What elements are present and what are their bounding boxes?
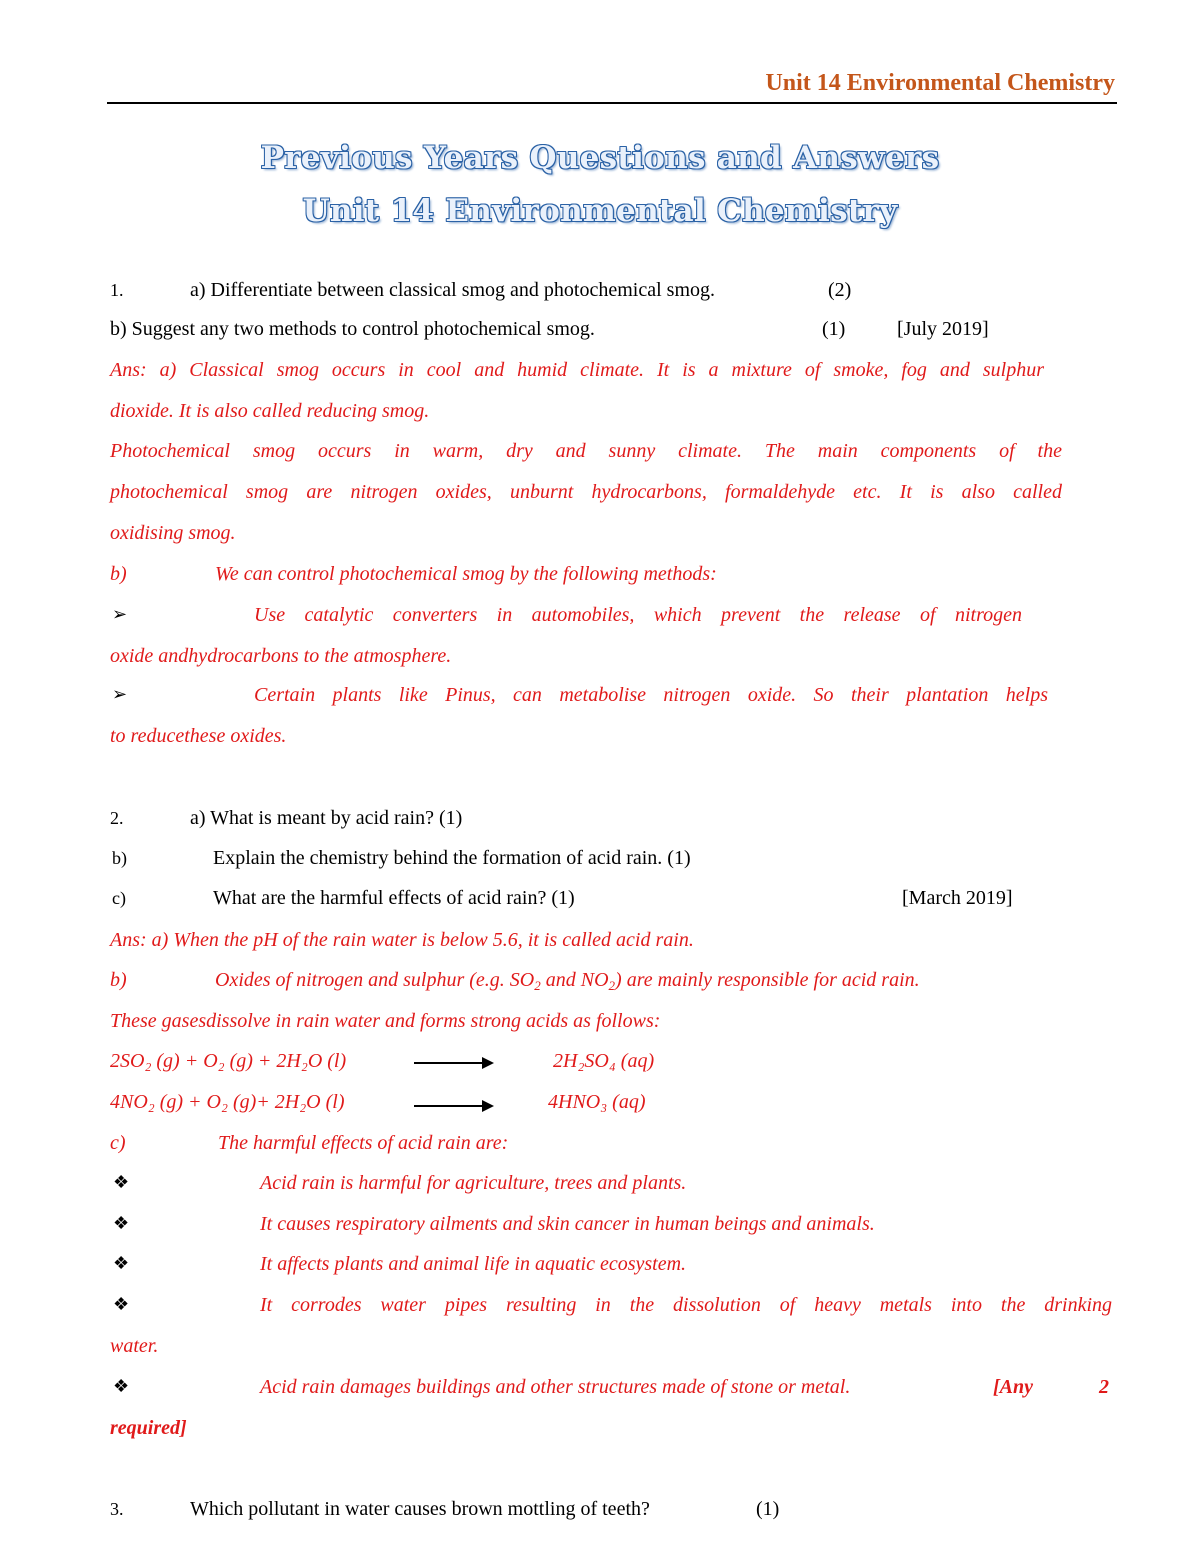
- any-required-tag: [Any: [993, 1376, 1033, 1398]
- q1-answer-b-point2-line2: to reducethese oxides.: [110, 725, 287, 747]
- q1-answer-b-point1-line2: oxide andhydrocarbons to the atmosphere.: [110, 645, 452, 667]
- equation-2-product: 4HNO₃ (aq): [548, 1091, 646, 1113]
- header-unit-title: Unit 14 Environmental Chemistry: [765, 70, 1115, 96]
- q2-answer-b-label: b): [110, 969, 127, 991]
- arrow-bullet-icon: ➢: [112, 604, 128, 624]
- diamond-bullet-icon: ❖: [113, 1294, 130, 1314]
- q2-answer-b-line2: These gasesdissolve in rain water and forms strong acids as follows:: [110, 1010, 661, 1032]
- q2-answer-c-label: c): [110, 1132, 126, 1154]
- effect-item-continuation: water.: [110, 1335, 159, 1357]
- any-required-count: 2: [1099, 1376, 1109, 1398]
- effect-item: It corrodes water pipes resulting in the dissolution of heavy metals into the drinking: [260, 1294, 1112, 1316]
- q2-answer-b-line1: Oxides of nitrogen and sulphur (e.g. $SO_2$ and $NO_2$) are mainly responsible for acid rain.: [215, 969, 920, 993]
- q2-part-c: What are the harmful effects of acid rain? (1): [213, 887, 575, 909]
- q1-exam-tag: [July 2019]: [897, 318, 989, 340]
- q2-part-a: a) What is meant by acid rain? (1): [190, 807, 463, 829]
- q1-answer-b-point1-line1: Use catalytic converters in automobiles, which prevent the release of nitrogen: [254, 604, 1022, 626]
- q2-number: 2.: [110, 808, 124, 828]
- diamond-bullet-icon: ❖: [113, 1376, 130, 1396]
- q1-part-b-marks: (1): [822, 318, 846, 340]
- page-title-line1: Previous Years Questions and Answers: [260, 140, 940, 176]
- header-rule: [107, 102, 1117, 104]
- arrow-bullet-icon: ➢: [112, 684, 128, 704]
- effect-item: It causes respiratory ailments and skin cancer in human beings and animals.: [260, 1213, 875, 1235]
- q3-marks: (1): [756, 1498, 780, 1520]
- q1-answer-b-label: b): [110, 563, 127, 585]
- q2-answer-c-intro: The harmful effects of acid rain are:: [218, 1132, 509, 1154]
- q1-answer-b-point2-line1: Certain plants like Pinus, can metabolise nitrogen oxide. So their plantation helps: [254, 684, 1048, 706]
- equation-1-reactants: 2SO₂ (g) + O₂ (g) + 2H₂O (l): [110, 1050, 347, 1072]
- q1-part-b: b) Suggest any two methods to control photochemical smog.: [110, 318, 595, 340]
- q1-part-a: a) Differentiate between classical smog and photochemical smog.: [190, 279, 715, 301]
- q2-part-c-label: c): [112, 888, 126, 908]
- any-required-tag-cont: required]: [110, 1417, 187, 1439]
- diamond-bullet-icon: ❖: [113, 1213, 130, 1233]
- effect-item: Acid rain damages buildings and other structures made of stone or metal.: [260, 1376, 851, 1398]
- reaction-arrow-icon: [414, 1062, 492, 1064]
- q1-part-a-marks: (2): [828, 279, 852, 301]
- reaction-arrow-icon: [414, 1105, 492, 1107]
- page-title-line2: Unit 14 Environmental Chemistry: [302, 193, 898, 229]
- equation-2-reactants: 4NO₂ (g) + O₂ (g)+ 2H₂O (l): [110, 1091, 345, 1113]
- q1-answer-a-line4: photochemical smog are nitrogen oxides, unburnt hydrocarbons, formaldehyde etc. It is also called: [110, 481, 1062, 503]
- diamond-bullet-icon: ❖: [113, 1253, 130, 1273]
- q1-answer-a-line2: dioxide. It is also called reducing smog.: [110, 400, 430, 422]
- equation-1-product: 2H₂SO₄ (aq): [553, 1050, 655, 1072]
- q2-exam-tag: [March 2019]: [902, 887, 1013, 909]
- q2-answer-a: Ans: a) When the pH of the rain water is below 5.6, it is called acid rain.: [110, 929, 694, 951]
- q1-answer-a-line5: oxidising smog.: [110, 522, 236, 544]
- diamond-bullet-icon: ❖: [113, 1172, 130, 1192]
- q2-part-b-label: b): [112, 848, 127, 868]
- q1-answer-a-line3: Photochemical smog occurs in warm, dry and sunny climate. The main components of the: [110, 440, 1062, 462]
- q1-answer-b-intro: We can control photochemical smog by the following methods:: [215, 563, 717, 585]
- q1-answer-a-line1: Ans: a) Classical smog occurs in cool and humid climate. It is a mixture of smoke, fog and sulphur: [110, 359, 1044, 381]
- q2-part-b: Explain the chemistry behind the formation of acid rain. (1): [213, 847, 691, 869]
- effect-item: Acid rain is harmful for agriculture, trees and plants.: [260, 1172, 687, 1194]
- q1-number: 1.: [110, 280, 124, 300]
- q3-number: 3.: [110, 1499, 124, 1519]
- q3-question: Which pollutant in water causes brown mottling of teeth?: [190, 1498, 650, 1520]
- effect-item: It affects plants and animal life in aquatic ecosystem.: [260, 1253, 687, 1275]
